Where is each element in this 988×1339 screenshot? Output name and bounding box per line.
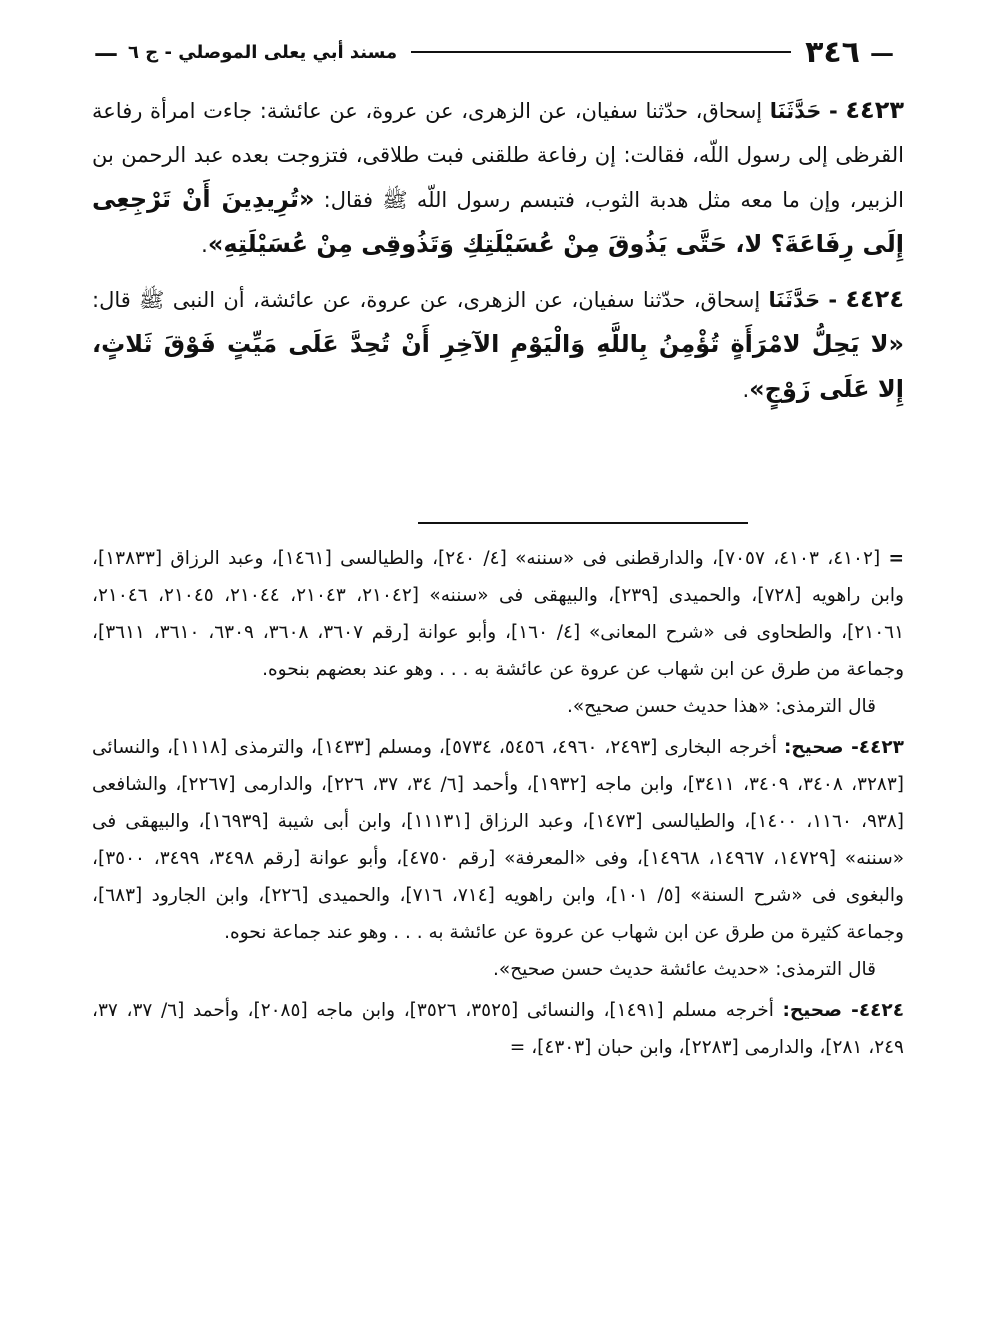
hadith-matn: «لا يَحِلُّ لامْرَأَةٍ تُؤْمِنُ بِاللَّهِ وَالْيَوْمِ الآخِرِ أَنْ تُحِدَّ عَلَى مَيِّتٍ فَوْقَ ثَلاثٍ، إِلا عَلَى زَوْجٍ» — [92, 330, 904, 403]
haddathana-word: حَدَّثَنَا — [768, 288, 821, 312]
haddathana-word: حَدَّثَنَا — [769, 99, 822, 123]
footnotes — [92, 540, 904, 1066]
hadith-matn: «تُرِيدِينَ أَنْ تَرْجِعِى إِلَى رِفَاعَةَ؟ لا، حَتَّى يَذُوقَ مِنْ عُسَيْلَتِكِ وَتَذُوقِى مِنْ عُسَيْلَتِهِ» — [92, 185, 904, 258]
hadith-dash: - — [828, 288, 838, 312]
tirmidhi-quote: قال الترمذى: «هذا حديث حسن صحيح». — [566, 696, 876, 717]
footnote-4424 — [92, 992, 904, 1066]
header-rule — [411, 51, 791, 53]
hadith-number: ٤٤٢٣ — [845, 96, 904, 124]
footnote-text: أخرجه مسلم [١٤٩١]، والنسائى [٣٥٢٥، ٣٥٢٦]، وابن ماجه [٢٠٨٥]، وأحمد [٦/ ٣٧، ٣٧، ٢٤٩، ٢٨١]، والدارمى [٢٢٨٣]، وابن حبان [٤٣٠٣]، — [92, 1000, 904, 1058]
running-header — [90, 32, 898, 72]
hadith-isnad: إسحاق، حدّثنا سفيان، عن الزهرى، عن عروة، عن عائشة: جاءت امرأة رفاعة القرظى إلى رسول اللّه، فقالت: إن رفاعة طلقنى فبت طلاقى، فتزوجت بعده عبد الرحمن بن الزبير، وإن ما معه مثل هدبة الثوب، فتبسم رسول اللّه ﷺ فقال: — [92, 99, 904, 212]
footnote-text: [٤١٠٢، ٤١٠٣، ٧٠٥٧]، والدارقطنى فى «سننه» [٤/ ٢٤٠]، والطيالسى [١٤٦١]، وعبد الرزاق [١٣٨٣٣]، وابن راهويه [٧٢٨]، والحميدى [٢٣٩]، والبيهقى فى «سننه» [٢١٠٤٢، ٢١٠٤٣، ٢١٠٤٤، ٢١٠٤٥، ٢١٠٤٦، ٢١٠٦١]، والطحاوى فى «شرح المعانى» [٤/ ١٦٠]، وأبو عوانة [رقم ٣٦٠٧، ٣٦٠٨، ٦٣٠٩، ٣٦١٠، ٣٦١١]، وجماعة من طرق عن ابن شهاب عن عروة عن عائشة به . . . وهو عند بعضهم بنحوه. — [92, 548, 905, 680]
footnote-continuation — [92, 540, 904, 688]
header-dash-right: — — [870, 37, 894, 67]
hadith-number: ٤٤٢٤ — [845, 285, 904, 313]
hadith-4424 — [92, 277, 904, 412]
tirmidhi-quote: قال الترمذى: «حديث عائشة حديث حسن صحيح». — [493, 959, 876, 980]
page-number: ٣٤٦ — [805, 34, 860, 70]
hadith-end: . — [201, 233, 208, 257]
book-title: مسند أبي يعلى الموصلي - ج ٦ — [128, 41, 398, 63]
hadith-4423 — [92, 88, 904, 267]
footnote-lead: = — [888, 548, 904, 569]
continuation-mark: = — [509, 1037, 526, 1058]
hadith-text-body — [92, 88, 904, 422]
footnote-4423 — [92, 729, 904, 951]
footnote-lead: ٤٤٢٣- صحيح: — [784, 737, 904, 758]
footnote-lead: ٤٤٢٤- صحيح: — [782, 1000, 904, 1021]
footnote-text: أخرجه البخارى [٢٤٩٣، ٤٩٦٠، ٥٤٥٦، ٥٧٣٤]، ومسلم [١٤٣٣]، والترمذى [١١١٨]، والنسائى [٣٢٨٣، ٣٤٠٨، ٣٤٠٩، ٣٤١١]، وابن ماجه [١٩٣٢]، وأحمد [٦/ ٣٤، ٣٧، ٢٢٦]، والدارمى [٢٢٦٧]، والشافعى [٩٣٨، ١١٦٠، ١٤٠٠]، والطيالسى [١٤٧٣]، وعبد الرزاق [١١١٣١]، وابن أبى شيبة [١٦٩٣٩]، والبيهقى فى «سننه» [١٤٧٢٩، ١٤٩٦٧، ١٤٩٦٨]، وفى «المعرفة» [رقم ٤٧٥٠]، وأبو عوانة [رقم ٣٤٩٨، ٣٤٩٩، ٣٥٠٠]، والبغوى فى «شرح السنة» [٥/ ١٠١]، وابن راهويه [٧١٤، ٧١٦]، والحميدى [٢٢٦]، وابن الجارود [٦٨٣]، وجماعة كثيرة من طرق عن ابن شهاب عن عروة عن عائشة به . . . وهو عند جماعة نحوه. — [92, 737, 905, 943]
footnote-separator — [418, 522, 748, 524]
hadith-isnad: إسحاق، حدّثنا سفيان، عن الزهرى، عن عروة، عن عائشة، أن النبى ﷺ قال: — [92, 288, 761, 312]
hadith-dash: - — [829, 99, 838, 123]
hadith-end: . — [742, 378, 750, 402]
header-dash-left: — — [94, 37, 118, 67]
